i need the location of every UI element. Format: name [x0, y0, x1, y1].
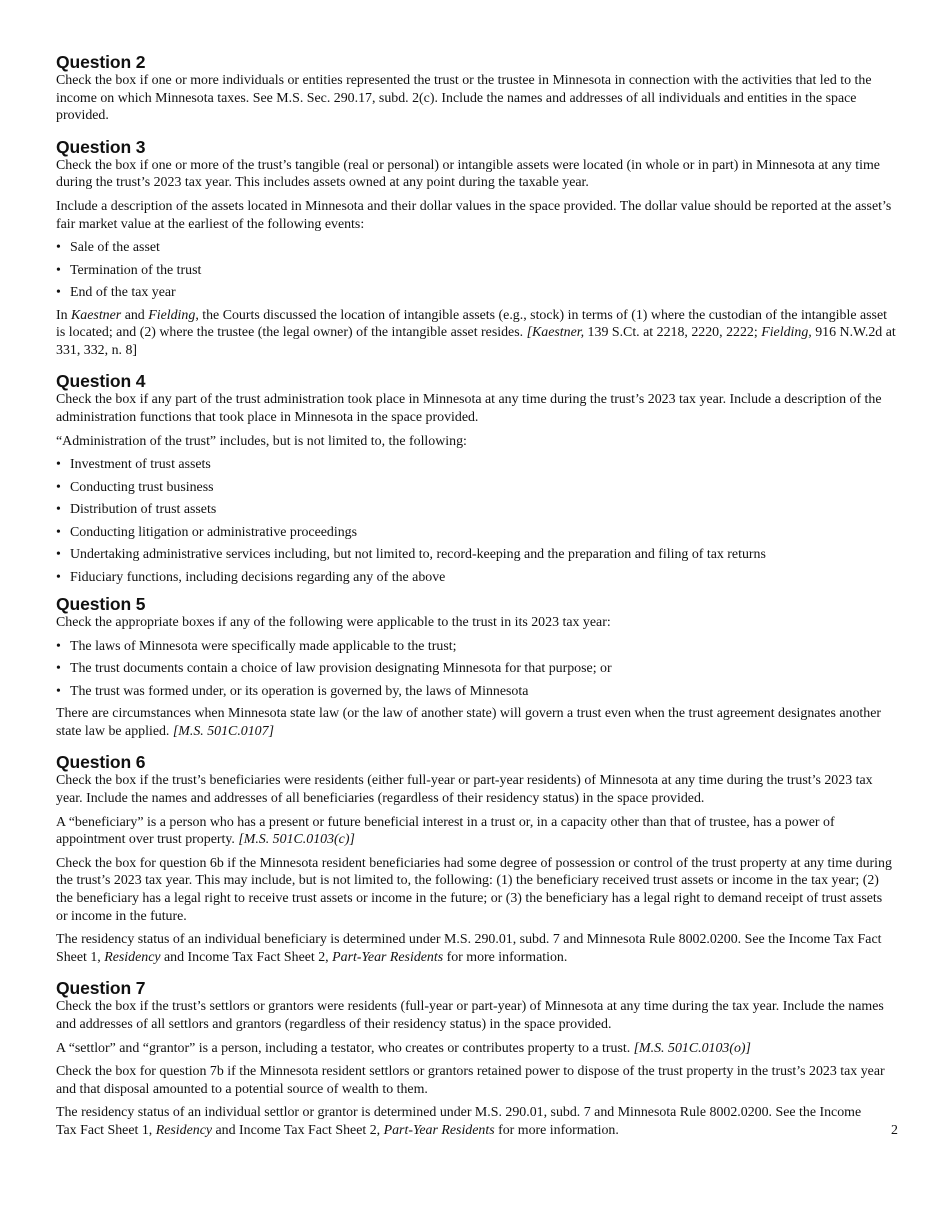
list-item: • Conducting trust business: [56, 479, 896, 497]
list-item: • Fiduciary functions, including decisions regarding any of the above: [56, 569, 896, 587]
question-5-paragraph-2: There are circumstances when Minnesota state law (or the law of another state) will govern a trust even when the trust agreement designates another state law be applied. [M.S. 501C.0107]: [56, 706, 882, 739]
question-7-paragraph-1: Check the box if the trust’s settlors or grantors were residents (full-year or part-year) of Minnesota at any time during the tax year. Include the names and addresses of all settlors and grantors (regardless of their residency status) in the space provided.: [56, 999, 884, 1032]
question-7-section: [56, 978, 896, 1139]
question-6-heading: Question 6: [56, 752, 146, 773]
question-3-paragraph-2: Include a description of the assets located in Minnesota and their dollar values in the space provided. The dollar value should be reported at the asset’s fair market value at the earliest of the following events:: [56, 198, 892, 232]
question-7-heading: Question 7: [56, 978, 146, 999]
question-6-paragraph-1: Check the box if the trust’s beneficiaries were residents (either full-year or part-year residents) of Minnesota at any time during the trust’s 2023 tax year. Include the names and addresses of all beneficiaries (regardless of their residency status) in the space provided.: [56, 773, 873, 807]
question-6-paragraph-4: The residency status of an individual beneficiary is determined under M.S. 290.01, subd. 7 and Minnesota Rule 8002.0200. See the Income Tax Fact Sheet 1, Residency and Income Tax Fact Sheet 2, Part-Year Residents for more information.: [56, 932, 882, 965]
list-item: • Sale of the asset: [56, 239, 896, 257]
question-3-heading: Question 3: [56, 136, 146, 157]
question-3-paragraph-3: In Kaestner and Fielding, the Courts discussed the location of intangible assets (e.g., stock) in terms of (1) where the custodian of the intangible asset is located; and (2) where the trustee (the legal owner) of the intangible asset resides. [Kaestner, 139 S.Ct. at 2218, 2220, 2222; Fielding, 916 N.W.2d at 331, 332, n. 8]: [56, 307, 896, 358]
list-item: • Conducting litigation or administrative proceedings: [56, 524, 896, 542]
question-7-paragraph-4: The residency status of an individual settlor or grantor is determined under M.S. 290.01, subd. 7 and Minnesota Rule 8002.0200. See the Income Tax Fact Sheet 1, Residency and Income Tax Fact Sheet 2, Part-Year Residents for more information. 2: [56, 1105, 898, 1138]
question-7-paragraph-2: A “settlor” and “grantor” is a person, including a testator, who creates or contributes property to a trust. [M.S. 501C.0103(o)]: [56, 1040, 751, 1056]
question-5-paragraph-1: Check the appropriate boxes if any of the following were applicable to the trust in its 2023 tax year:: [56, 615, 611, 631]
question-5-heading: Question 5: [56, 594, 146, 615]
question-6-section: [56, 752, 896, 966]
instructions-page: [56, 52, 896, 1146]
list-item: • The trust was formed under, or its operation is governed by, the laws of Minnesota: [56, 683, 896, 701]
question-4-paragraph-1: Check the box if any part of the trust administration took place in Minnesota at any time during the trust’s 2023 tax year. Include a description of the administration functions that took place in Minnesota in the space provided.: [56, 392, 882, 425]
list-item: • Distribution of trust assets: [56, 501, 896, 519]
question-6-paragraph-3: Check the box for question 6b if the Minnesota resident beneficiaries had some degree of possession or control of the trust property at any time during the trust’s 2023 tax year. This may include, but is not limited to, the following: (1) the beneficiary received trust assets or income in the tax year; (2) the beneficiary has a legal right to receive trust assets or income in the future; or (3) the beneficiary has a legal right to demand receipt of trust assets or income in the future.: [56, 855, 892, 924]
question-4-bullet-list: [56, 456, 896, 586]
list-item: • The laws of Minnesota were specifically made applicable to the trust;: [56, 638, 896, 656]
question-4-paragraph-2: “Administration of the trust” includes, but is not limited to, the following:: [56, 433, 467, 449]
question-2-heading: Question 2: [56, 52, 146, 72]
question-3-bullet-list: [56, 239, 896, 302]
list-item: • Undertaking administrative services including, but not limited to, record-keeping and the preparation and filing of tax returns: [56, 546, 896, 564]
list-item: • The trust documents contain a choice of law provision designating Minnesota for that purpose; or: [56, 660, 896, 678]
question-2-paragraph: Check the box if one or more individuals or entities represented the trust or the trustee in Minnesota in connection with the activities that led to the income on which Minnesota taxes. See M.S. Sec. 290.17, subd. 2(c). Include the names and addresses of all individuals and entities in the space provided.: [56, 73, 872, 124]
question-5-bullet-list: [56, 638, 896, 701]
question-4-section: [56, 371, 896, 586]
question-2-section: [56, 52, 896, 125]
question-3-section: [56, 137, 896, 360]
list-item: • Investment of trust assets: [56, 456, 896, 474]
question-6-paragraph-2: A “beneficiary” is a person who has a present or future beneficial interest in a trust or, in a capacity other than that of trustee, has a power of appointment over trust property. [M.S. 501C.0103(c)]: [56, 814, 835, 848]
question-4-heading: Question 4: [56, 371, 146, 392]
question-3-paragraph-1: Check the box if one or more of the trust’s tangible (real or personal) or intangible assets were located (in whole or in part) in Minnesota at any time during the trust’s 2023 tax year. This includes assets owned at any point during the taxable year.: [56, 157, 880, 191]
question-7-paragraph-3: Check the box for question 7b if the Minnesota resident settlors or grantors retained power to dispose of the trust property in the trust’s 2023 tax year and that disposal amounted to a potential source of wealth to them.: [56, 1064, 885, 1097]
question-5-section: [56, 594, 896, 740]
page-number: 2: [891, 1122, 898, 1138]
list-item: • Termination of the trust: [56, 262, 896, 280]
list-item: • End of the tax year: [56, 284, 896, 302]
